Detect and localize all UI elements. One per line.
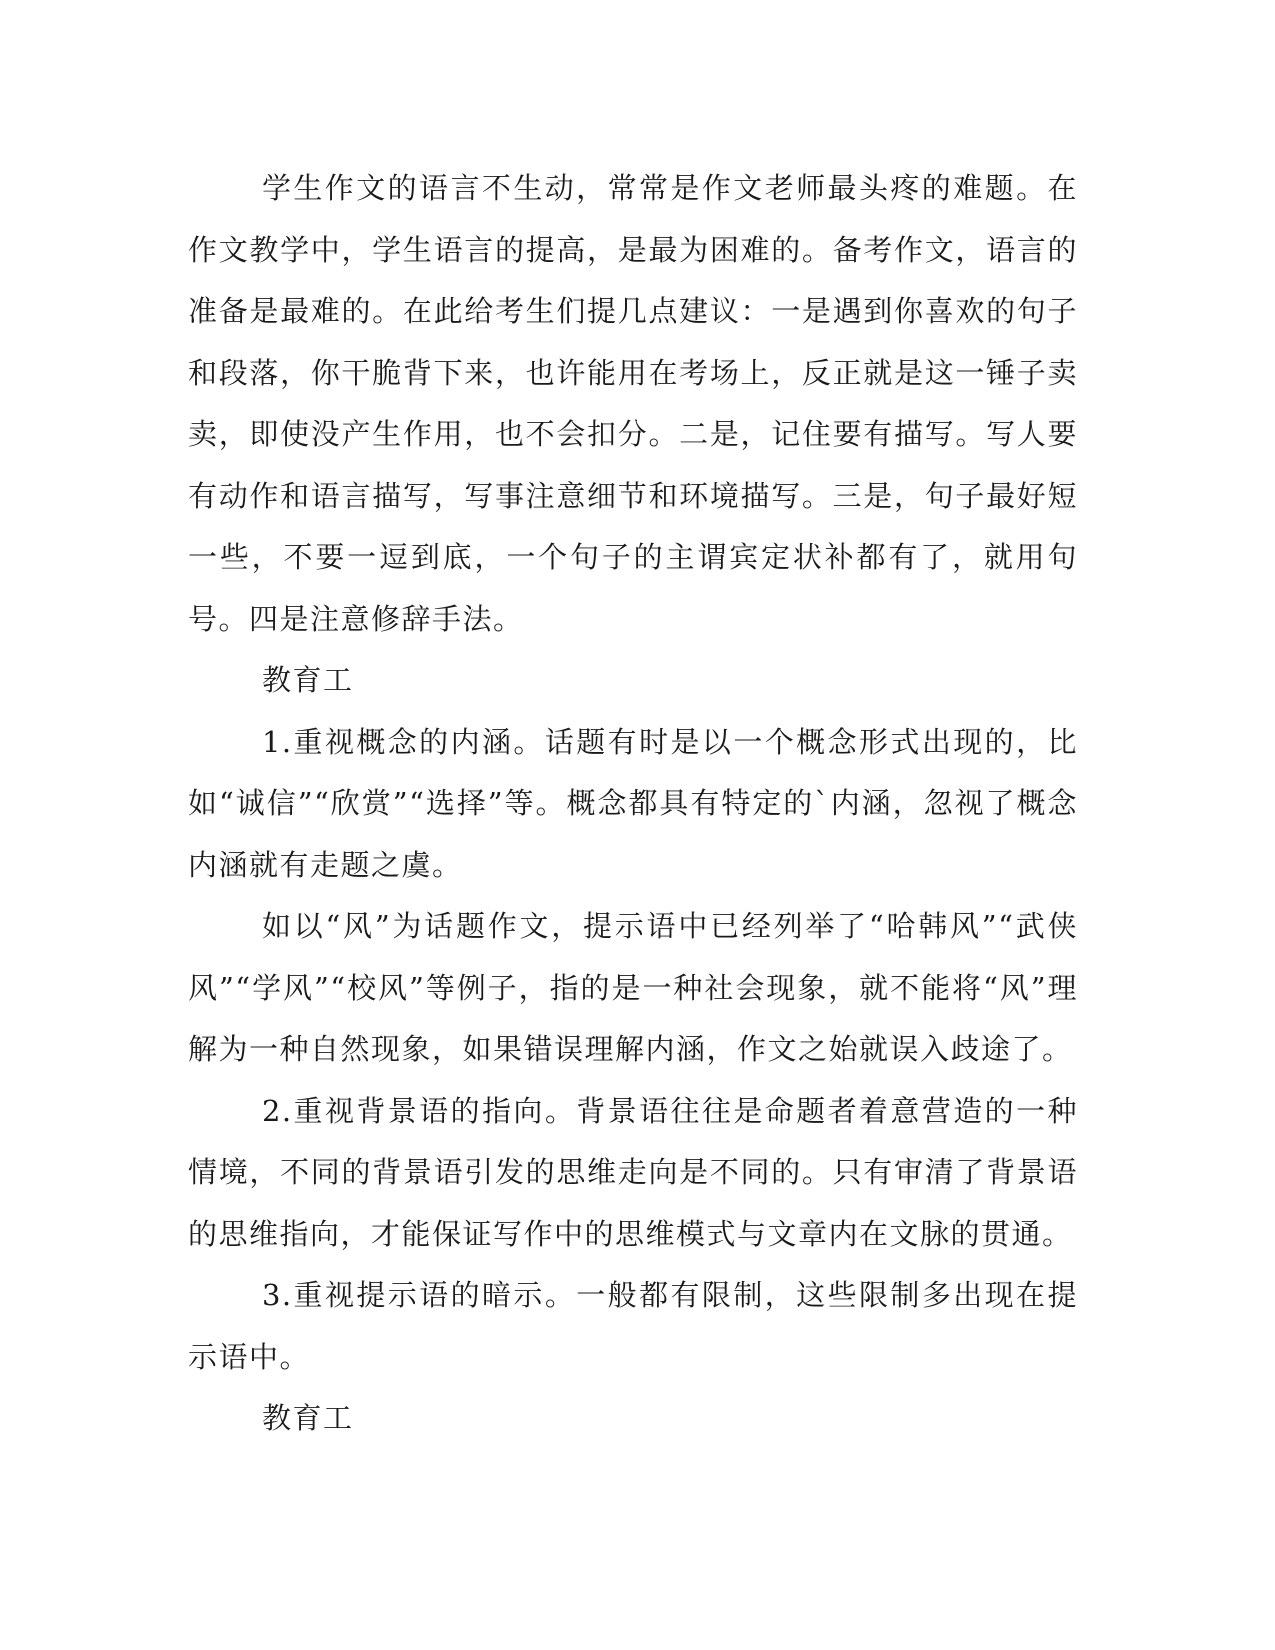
section-label: 教育工 bbox=[261, 1401, 354, 1435]
paragraph-point-2: 2.重视背景语的指向。背景语往往是命题者着意营造的一种情境，不同的背景语引发的思维走向是不同的。只有审清了背景语的思维指向，才能保证写作中的思维模式与文章内在文脉的贯通。 bbox=[188, 1093, 1078, 1251]
section-label: 教育工 bbox=[261, 663, 354, 697]
paragraph-wind-example: 如以“风”为话题作文，提示语中已经列举了“哈韩风”“武侠风”“学风”“校风”等例子，指的是一种社会现象，就不能将“风”理解为一种自然现象，如果错误理解内涵，作文之始就误入歧途了。 bbox=[188, 909, 1078, 1066]
paragraph-point-3: 3.重视提示语的暗示。一般都有限制，这些限制多出现在提示语中。 bbox=[188, 1278, 1078, 1374]
document-body bbox=[188, 158, 1078, 1450]
paragraph-point-1: 1.重视概念的内涵。话题有时是以一个概念形式出现的，比如“诚信”“欣赏”“选择”等。概念都具有特定的`内涵，忽视了概念内涵就有走题之虞。 bbox=[188, 724, 1078, 882]
paragraph-writing-advice: 学生作文的语言不生动，常常是作文老师最头疼的难题。在作文教学中，学生语言的提高，是最为困难的。备考作文，语言的准备是最难的。在此给考生们提几点建议：一是遇到你喜欢的句子和段落，你干脆背下来，也许能用在考场上，反正就是这一锤子卖卖，即使没产生作用，也不会扣分。二是，记住要有描写。写人要有动作和语言描写，写事注意细节和环境描写。三是，句子最好短一些，不要一逗到底，一个句子的主谓宾定状补都有了，就用句号。四是注意修辞手法。 bbox=[188, 171, 1078, 636]
